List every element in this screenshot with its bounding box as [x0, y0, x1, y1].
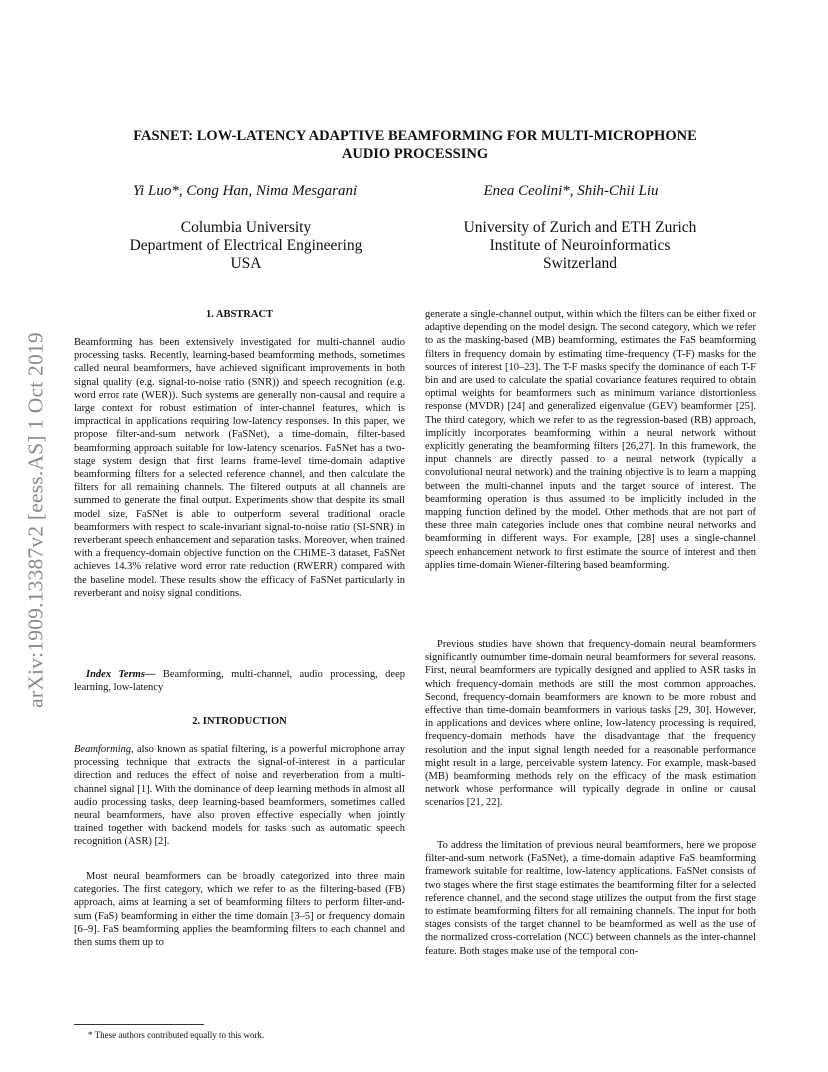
right-paragraph-2: Previous studies have shown that frequency-domain neural beamformers significantly outnumber time-domain neural beamformers for several reasons. First, neural beamformers are typically designed and applied to ASR tasks in which frequency-domain methods are still the most common approaches. Second, frequency-domain beamformers are known to be more robust and effective than time-domain beamformers in various tasks [29, 30]. However, in applications and devices where online, low-latency processing is required, frequency-domain methods have the disadvantage that the frequency resolution and the input signal length needed for a reasonable performance might result in a large, perceivable system latency. For example, mask-based (MB) beamforming methods rely on the efficacy of the mask estimation network whose performance will typically degrade in online or causal scenarios [21, 22]. — [425, 639, 756, 809]
affiliation-right — [445, 219, 715, 273]
intro-lead-term: Beamforming — [74, 744, 132, 755]
footnote-rule — [74, 1024, 204, 1025]
intro-paragraph-2: Most neural beamformers can be broadly categorized into three main categories. The first category, which we refer to as the filtering-based (FB) approach, aims at learning a set of beamforming filters to perform filter-and-sum (FaS) beamforming in either the time domain [3–5] or frequency domain [6–9]. FaS beamforming applies the beamforming filters to each channel and then sums them up to — [74, 871, 405, 949]
index-terms — [74, 668, 405, 694]
footnote: * These authors contributed equally to this work. — [88, 1030, 265, 1040]
abstract-heading: 1. ABSTRACT — [205, 309, 274, 320]
right-paragraph-1: generate a single-channel output, within which the filters can be either fixed or adaptive depending on the model design. The second category, which we refer to as the masking-based (MB) beamforming, estimates the FaS beamforming filters in frequency domain by estimating time-frequency (T-F) masks for the sources of interest [10–23]. The T-F masks specify the dominance of each T-F bin and are used to calculate the spatial covariance features required to obtain optimal weights for beamformers such as minimum variance distortionless response (MVDR) [24] and generalized eigenvalue (GEV) beamformer [25]. The third category, which we refer to as the regression-based (RB) approach, implicitly incorporates beamforming within a neural network without explicitly generating the beamforming filters [26,27]. In this framework, the input channels are directly passed to a neural network (typically a convolutional neural network) and the training objective is to learn a mapping between the multi-channel inputs and the target source of interest. The beamforming operation is thus assumed to be implicitly included in the mapping function defined by the model. Other methods that are not part of these three main categories include ones that combine neural networks and beamforming in different ways. For example, [28] uses a single-channel speech enhancement network to first estimate the source of interest and then applies time-domain Wiener-filtering based beamforming. — [425, 309, 756, 571]
intro-paragraph-1-text: , also known as spatial filtering, is a powerful microphone array processing technique that extracts the signal-of-interest in a particular direction and reduces the effect of noise and reverberation from a multi-channel signal [1]. With the dominance of deep learning methods in almost all audio processing tasks, deep learning-based beamformers, sometimes called neural beamformers, have also proven effective especially when jointly trained together with backend models for tasks such as automatic speech recognition (ASR) [2]. — [74, 744, 405, 848]
authors-right: Enea Ceolini*, Shih-Chii Liu — [483, 183, 659, 199]
title-line-1: FASNET: LOW-LATENCY ADAPTIVE BEAMFORMING FOR MULTI-MICROPHONE — [133, 128, 697, 144]
introduction-heading: 2. INTRODUCTION — [192, 716, 287, 727]
intro-paragraph-1 — [74, 743, 405, 849]
index-terms-label: Index Terms— — [86, 669, 156, 680]
affiliation-line: USA — [230, 255, 262, 272]
authors-left: Yi Luo*, Cong Han, Nima Mesgarani — [132, 183, 358, 199]
affiliation-line: Department of Electrical Engineering — [129, 237, 363, 254]
paper-title — [74, 127, 756, 163]
abstract-text: Beamforming has been extensively investigated for multi-channel audio processing tasks. Recently, learning-based beamforming methods, sometimes called neural beamformers, have achieved significant improvements in both signal quality (e.g. signal-to-noise ratio (SNR)) and speech recognition (e.g. word error rate (WER)). Such systems are generally non-causal and require a large context for robust estimation of inter-channel features, which is impractical in applications requiring low-latency responses. In this paper, we propose filter-and-sum network (FaSNet), a time-domain, filter-based beamforming approach suitable for low-latency scenarios. FaSNet has a two-stage system design that first learns frame-level time-domain adaptive beamforming filters for a selected reference channel, and then calculate the filters for all remaining channels. The filtered outputs at all channels are summed to generate the final output. Experiments show that despite its small model size, FaSNet is able to outperform several traditional oracle beamformers with respect to scale-invariant signal-to-noise ratio (SI-SNR) in reverberant speech enhancement and separation tasks. Moreover, when trained with a frequency-domain objective function on the CHiME-3 dataset, FaSNet achieves 14.3% relative word error rate reduction (RWERR) compared with the baseline model. These results show the efficacy of FaSNet particularly in reverberant and noisy signal conditions. — [74, 337, 405, 599]
index-terms-text: Beamforming, multi-channel, audio processing, deep learning, low-latency — [74, 669, 405, 694]
affiliation-line: Switzerland — [542, 255, 618, 272]
affiliation-left — [118, 219, 374, 273]
affiliation-line: Institute of Neuroinformatics — [489, 237, 671, 254]
title-line-2: AUDIO PROCESSING — [341, 146, 489, 162]
right-paragraph-3: To address the limitation of previous neural beamformers, here we propose filter-and-sum network (FaSNet), a time-domain adaptive FaS beamforming framework suitable for realtime, low-latency applications. FaSNet consists of two stages where the first stage estimates the beamforming filter for a selected reference channel, and the second stage utilizes the output from the first stage to estimate beamforming filters for all remaining channels. The input for both stages consists of the target channel to be beamformed as well as the use of the normalized cross-correlation (NCC) between channels as the inter-channel feature. Both stages make use of the temporal con- — [425, 840, 756, 957]
affiliation-line: University of Zurich and ETH Zurich — [463, 219, 697, 236]
affiliation-line: Columbia University — [180, 219, 312, 236]
arxiv-stamp: arXiv:1909.13387v2 [eess.AS] 1 Oct 2019 — [23, 332, 48, 708]
